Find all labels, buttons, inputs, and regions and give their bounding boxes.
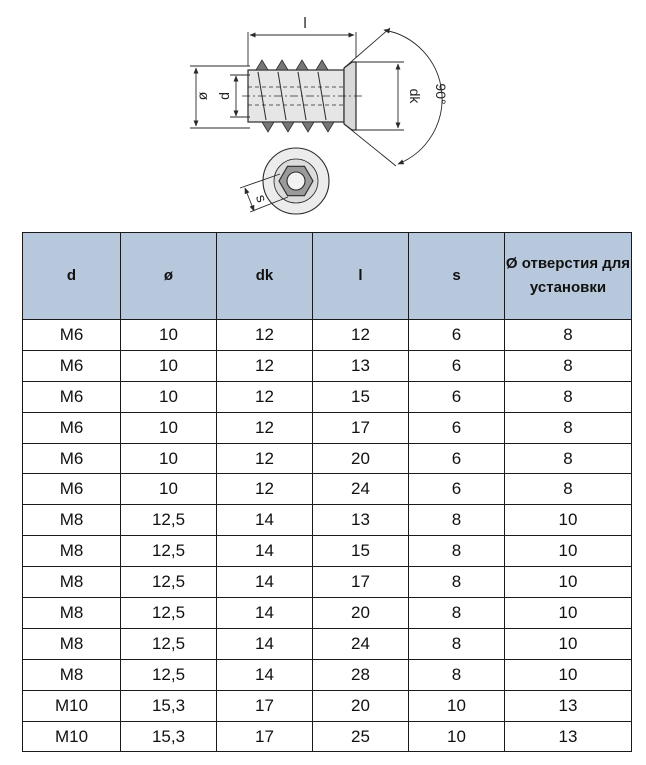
cell-length: 24 [313,474,409,505]
table-row [23,659,632,690]
cell-length: 12 [313,320,409,351]
cell-head-diameter: 14 [217,536,313,567]
cell-length: 13 [313,505,409,536]
cell-outer-diameter: 10 [121,381,217,412]
cell-outer-diameter: 12,5 [121,628,217,659]
cell-thread: M6 [23,412,121,443]
cell-length: 13 [313,350,409,381]
cell-outer-diameter: 10 [121,320,217,351]
table-row [23,536,632,567]
dimension-head-diameter [356,62,404,130]
label-thread: d [216,92,232,100]
cell-outer-diameter: 12,5 [121,505,217,536]
label-angle: 90° [433,83,449,105]
cell-hex: 6 [409,443,505,474]
cell-hole-diameter: 8 [505,381,632,412]
cell-hex: 6 [409,320,505,351]
cell-outer-diameter: 12,5 [121,567,217,598]
cell-outer-diameter: 15,3 [121,721,217,752]
cell-head-diameter: 12 [217,350,313,381]
cell-length: 20 [313,598,409,629]
insert-technical-drawing [0,0,646,232]
label-outer-diameter: ø [194,91,210,101]
cell-thread: M6 [23,350,121,381]
header-outer-diameter: ø [121,233,217,320]
table-body [23,320,632,752]
cell-outer-diameter: 10 [121,412,217,443]
cell-thread: M8 [23,536,121,567]
cell-thread: M8 [23,598,121,629]
header-head-diameter: dk [217,233,313,320]
dimension-angle [344,28,442,166]
cell-hole-diameter: 8 [505,443,632,474]
cell-hex: 8 [409,567,505,598]
table-row [23,412,632,443]
cell-thread: M6 [23,474,121,505]
cell-length: 15 [313,536,409,567]
cell-hex: 8 [409,628,505,659]
table-row [23,443,632,474]
cell-thread: M6 [23,381,121,412]
cell-outer-diameter: 15,3 [121,690,217,721]
cell-outer-diameter: 12,5 [121,598,217,629]
cell-head-diameter: 12 [217,474,313,505]
label-hex: s [252,192,271,205]
cell-thread: M8 [23,567,121,598]
cell-hex: 8 [409,659,505,690]
cell-length: 17 [313,567,409,598]
header-length: l [313,233,409,320]
cell-length: 20 [313,443,409,474]
cell-outer-diameter: 10 [121,350,217,381]
cell-head-diameter: 14 [217,659,313,690]
specification-table [22,232,632,752]
cell-length: 17 [313,412,409,443]
cell-thread: M8 [23,505,121,536]
label-length: l [303,15,307,32]
insert-side-view [242,60,362,132]
cell-hex: 10 [409,690,505,721]
cell-hole-diameter: 13 [505,721,632,752]
cell-length: 24 [313,628,409,659]
header-hex: s [409,233,505,320]
table-row [23,628,632,659]
cell-outer-diameter: 12,5 [121,659,217,690]
table-row [23,721,632,752]
table-row [23,320,632,351]
cell-hole-diameter: 8 [505,320,632,351]
cell-hole-diameter: 10 [505,659,632,690]
cell-length: 20 [313,690,409,721]
insert-end-view [263,148,329,214]
cell-hole-diameter: 8 [505,412,632,443]
table-row [23,350,632,381]
cell-thread: M8 [23,659,121,690]
header-thread: d [23,233,121,320]
cell-hex: 8 [409,505,505,536]
cell-head-diameter: 17 [217,690,313,721]
cell-hex: 10 [409,721,505,752]
cell-thread: M10 [23,721,121,752]
cell-head-diameter: 12 [217,443,313,474]
cell-hole-diameter: 10 [505,536,632,567]
cell-hex: 6 [409,350,505,381]
cell-thread: M8 [23,628,121,659]
cell-head-diameter: 12 [217,320,313,351]
cell-hole-diameter: 10 [505,567,632,598]
table-row [23,690,632,721]
label-head-diameter: dk [407,88,423,104]
cell-head-diameter: 14 [217,505,313,536]
cell-hex: 8 [409,536,505,567]
cell-thread: M6 [23,320,121,351]
cell-head-diameter: 12 [217,412,313,443]
cell-length: 28 [313,659,409,690]
cell-outer-diameter: 12,5 [121,536,217,567]
cell-length: 25 [313,721,409,752]
cell-hole-diameter: 10 [505,505,632,536]
header-hole-diameter: Ø отверстия для установки [505,233,632,320]
cell-thread: M10 [23,690,121,721]
table-row [23,567,632,598]
cell-head-diameter: 12 [217,381,313,412]
table-row [23,598,632,629]
cell-hole-diameter: 8 [505,350,632,381]
cell-head-diameter: 14 [217,567,313,598]
table-header-row [23,233,632,320]
table-row [23,381,632,412]
cell-hex: 8 [409,598,505,629]
table-row [23,505,632,536]
cell-hole-diameter: 10 [505,628,632,659]
cell-outer-diameter: 10 [121,474,217,505]
cell-hole-diameter: 13 [505,690,632,721]
cell-outer-diameter: 10 [121,443,217,474]
cell-head-diameter: 17 [217,721,313,752]
cell-length: 15 [313,381,409,412]
cell-hole-diameter: 10 [505,598,632,629]
cell-hex: 6 [409,412,505,443]
cell-hex: 6 [409,381,505,412]
cell-hex: 6 [409,474,505,505]
cell-thread: M6 [23,443,121,474]
cell-head-diameter: 14 [217,628,313,659]
table-row [23,474,632,505]
cell-head-diameter: 14 [217,598,313,629]
cell-hole-diameter: 8 [505,474,632,505]
